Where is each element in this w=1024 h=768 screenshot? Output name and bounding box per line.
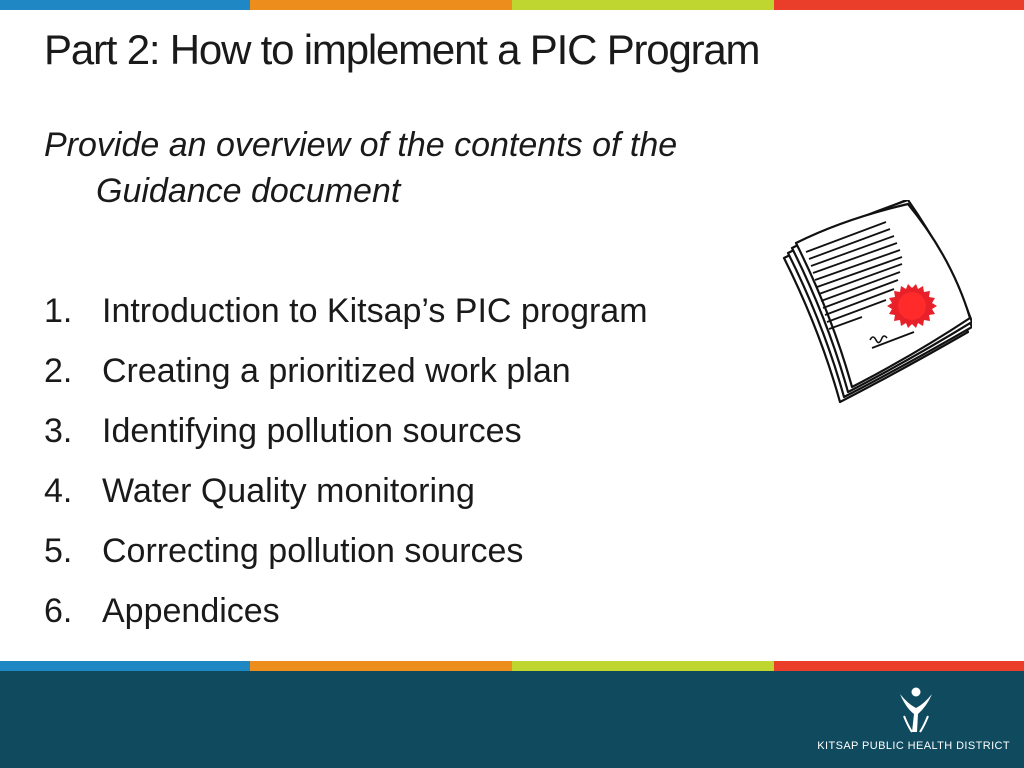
subtitle-line-2: Guidance document — [96, 172, 401, 210]
footer-bar — [0, 671, 1024, 768]
stripe-segment-green — [512, 661, 774, 671]
list-item-label: Correcting pollution sources — [102, 532, 524, 570]
list-item-label: Identifying pollution sources — [102, 412, 522, 450]
list-item-number: 4. — [44, 472, 73, 510]
list-item-label: Introduction to Kitsap’s PIC program — [102, 292, 648, 330]
list-item-number: 2. — [44, 352, 73, 390]
list-item — [44, 528, 648, 588]
stripe-segment-red — [774, 661, 1024, 671]
list-item-number: 5. — [44, 532, 73, 570]
list-item — [44, 408, 648, 468]
slide-subtitle — [44, 122, 864, 214]
list-item — [44, 588, 648, 648]
slide-title: Part 2: How to implement a PIC Program — [44, 26, 760, 73]
list-item-label: Water Quality monitoring — [102, 472, 475, 510]
stripe-segment-green — [512, 0, 774, 10]
list-item-label: Appendices — [102, 592, 280, 630]
organization-name: KITSAP PUBLIC HEALTH DISTRICT — [817, 740, 1010, 752]
list-item-label: Creating a prioritized work plan — [102, 352, 571, 390]
document-with-seal-icon — [782, 200, 972, 415]
stripe-segment-blue — [0, 661, 250, 671]
list-item-number: 6. — [44, 592, 73, 630]
stripe-segment-orange — [250, 661, 512, 671]
bottom-color-stripe — [0, 661, 1024, 671]
list-item — [44, 288, 648, 348]
contents-list — [44, 288, 648, 648]
stripe-segment-blue — [0, 0, 250, 10]
kitsap-logo-icon — [894, 686, 938, 734]
stripe-segment-orange — [250, 0, 512, 10]
list-item-number: 3. — [44, 412, 73, 450]
list-item-number: 1. — [44, 292, 73, 330]
list-item — [44, 468, 648, 528]
stripe-segment-red — [774, 0, 1024, 10]
top-color-stripe — [0, 0, 1024, 10]
list-item — [44, 348, 648, 408]
subtitle-line-1: Provide an overview of the contents of the — [44, 126, 678, 164]
